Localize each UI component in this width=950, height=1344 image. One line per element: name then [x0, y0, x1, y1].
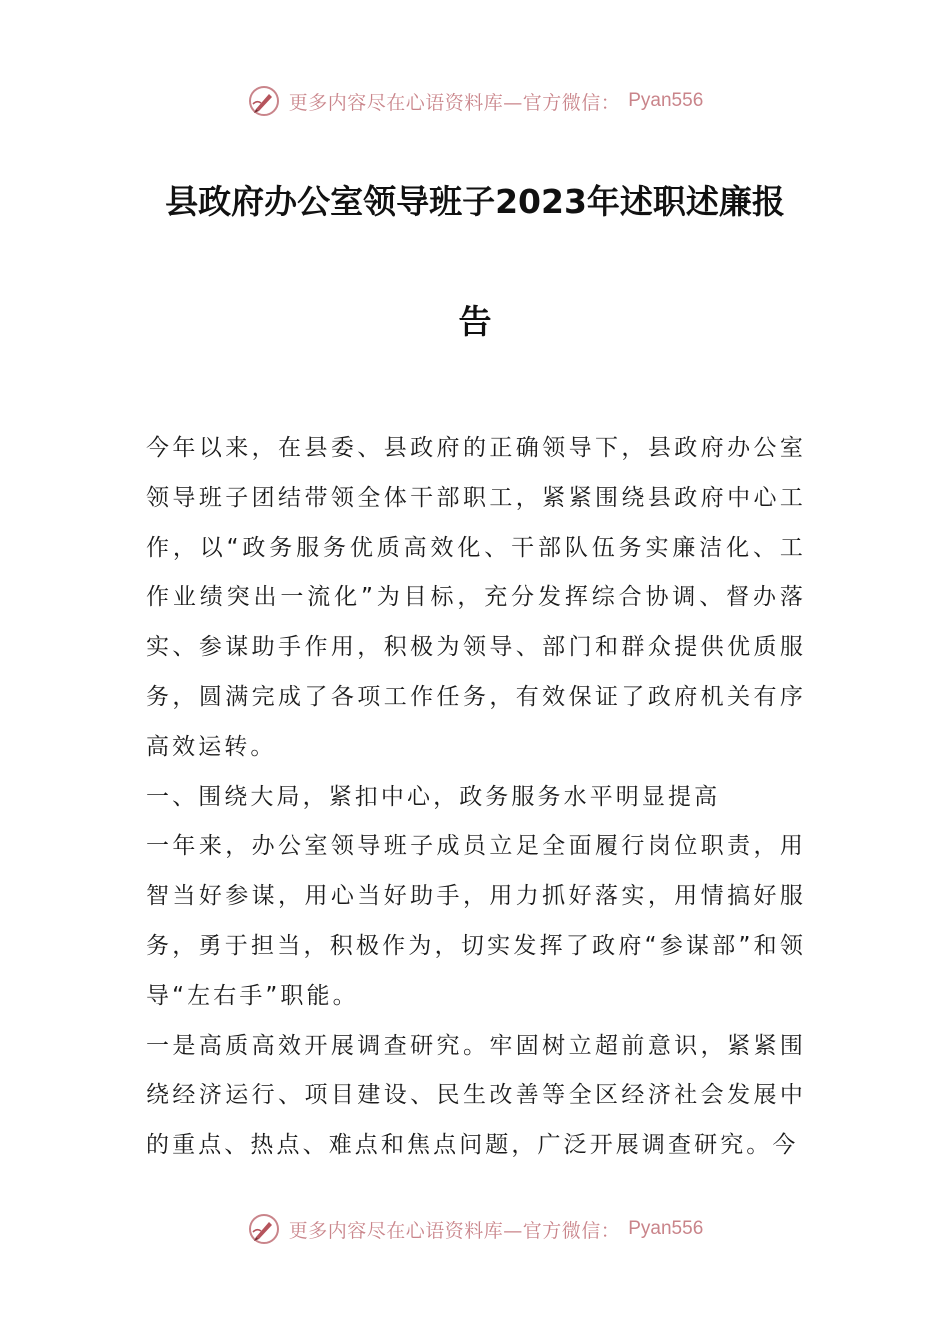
- watermark-wechat-id: Pyan556: [628, 1218, 704, 1239]
- watermark-text: 更多内容尽在心语资料库—官方微信：: [288, 91, 621, 114]
- pen-logo-icon: [247, 1212, 281, 1246]
- watermark-footer: [0, 1212, 950, 1246]
- body-paragraph-intro: 今年以来，在县委、县政府的正确领导下，县政府办公室领导班子团结带领全体干部职工，紧紧围绕县政府中心工作，以“政务服务优质高效化、干部队伍务实廉洁化、工作业绩突出一流化”为目标，充分发挥综合协调、督办落实、参谋助手作用，积极为领导、部门和群众提供优质服务，圆满完成了各项工作任务，有效保证了政府机关有序高效运转。: [146, 435, 806, 760]
- document-body: [146, 424, 806, 1171]
- watermark-text: 更多内容尽在心语资料库—官方微信：: [288, 1219, 621, 1242]
- watermark-header: [0, 84, 950, 118]
- document-title-line1: 县政府办公室领导班子2023年述职述廉报: [165, 182, 785, 221]
- body-paragraph-section1: 一年来，办公室领导班子成员立足全面履行岗位职责，用智当好参谋，用心当好助手，用力抓好落实，用情搞好服务，勇于担当，积极作为，切实发挥了政府“参谋部”和领导“左右手”职能。: [146, 833, 806, 1009]
- section-heading-1: 一、围绕大局，紧扣中心，政务服务水平明显提高: [146, 783, 721, 810]
- pen-logo-icon: [247, 84, 281, 118]
- body-paragraph-item1: 一是高质高效开展调查研究。牢固树立超前意识，紧紧围绕经济运行、项目建设、民生改善等全区经济社会发展中的重点、热点、难点和焦点问题，广泛开展调查研究。今: [146, 1032, 806, 1159]
- document-title-line2: 告: [458, 302, 492, 341]
- watermark-wechat-id: Pyan556: [628, 90, 704, 111]
